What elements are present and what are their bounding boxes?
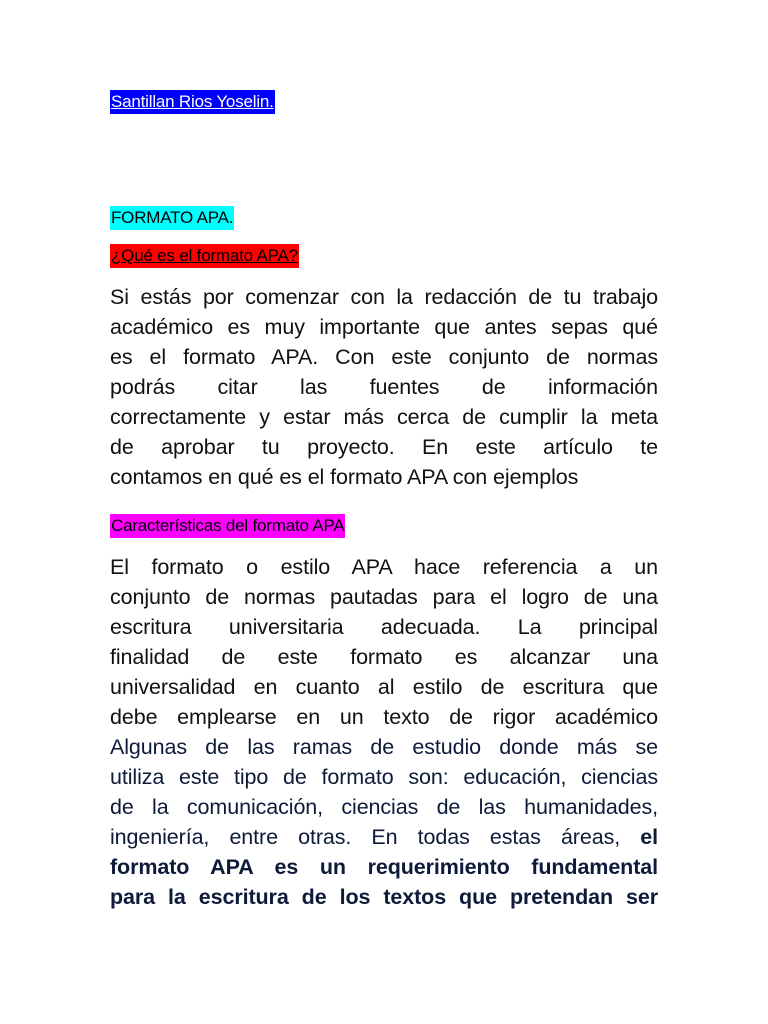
- characteristics-paragraph: [110, 552, 658, 912]
- intro-line: académico es muy importante que antes sepas qué: [110, 315, 658, 339]
- intro-line: es el formato APA. Con este conjunto de normas: [110, 345, 658, 369]
- body-dark-line: de la comunicación, ciencias de las humanidades,: [110, 795, 658, 819]
- author-line: [110, 90, 275, 114]
- body-dark-line: utiliza este tipo de formato son: educación, ciencias: [110, 765, 658, 789]
- intro-line: podrás citar las fuentes de información: [110, 375, 658, 399]
- body-line: El formato o estilo APA hace referencia a un: [110, 555, 658, 579]
- body-line: finalidad de este formato es alcanzar una: [110, 645, 658, 669]
- mixed-line-bold: el: [640, 825, 658, 849]
- bold-line: formato APA es un requerimiento fundamental: [110, 855, 658, 879]
- question-heading-line: [110, 244, 299, 268]
- mixed-line-normal: ingeniería, entre otras. En todas estas áreas,: [110, 825, 621, 849]
- mixed-line: [110, 822, 658, 852]
- title-line: [110, 206, 234, 230]
- intro-line: contamos en qué es el formato APA con ejemplos: [110, 465, 579, 489]
- body-line: debe emplearse en un texto de rigor académico: [110, 705, 658, 729]
- body-line: conjunto de normas pautadas para el logro de una: [110, 585, 658, 609]
- document-title: FORMATO APA.: [110, 206, 234, 230]
- intro-line: de aprobar tu proyecto. En este artículo te: [110, 435, 658, 459]
- question-heading: ¿Qué es el formato APA?: [110, 244, 299, 268]
- intro-line: correctamente y estar más cerca de cumplir la meta: [110, 405, 658, 429]
- characteristics-heading: Características del formato APA: [110, 514, 345, 538]
- author-name: Santillan Rios Yoselin.: [110, 90, 275, 114]
- characteristics-heading-line: [110, 514, 345, 538]
- intro-line: Si estás por comenzar con la redacción de tu trabajo: [110, 285, 658, 309]
- body-line: universalidad en cuanto al estilo de escritura que: [110, 675, 658, 699]
- bold-line: para la escritura de los textos que pretendan ser: [110, 885, 658, 909]
- body-line: escritura universitaria adecuada. La principal: [110, 615, 658, 639]
- body-dark-line: Algunas de las ramas de estudio donde más se: [110, 735, 658, 759]
- intro-paragraph: [110, 282, 658, 492]
